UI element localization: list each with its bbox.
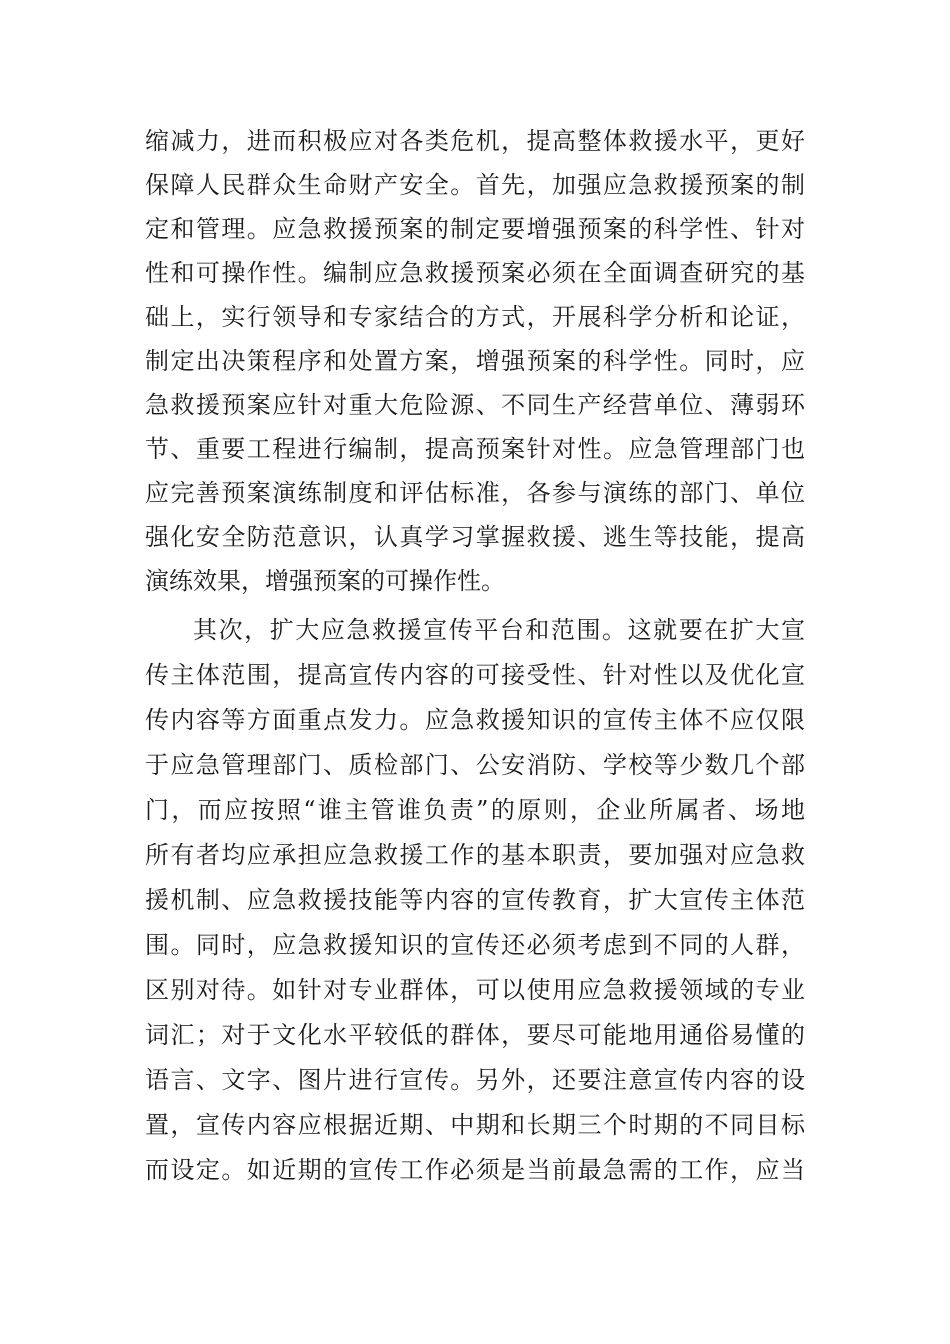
text-line: 制定出决策程序和处置方案，增强预案的科学性。同时，应 (145, 347, 805, 375)
text-line: 性和可操作性。编制应急救援预案必须在全面调查研究的基 (145, 259, 805, 287)
text-line: 应完善预案演练制度和评估标准，各参与演练的部门、单位 (145, 479, 805, 507)
text-line: 缩减力，进而积极应对各类危机，提高整体救援水平，更好 (145, 127, 805, 155)
text-line: 置，宣传内容应根据近期、中期和长期三个时期的不同目标 (145, 1111, 805, 1139)
text-line: 传内容等方面重点发力。应急救援知识的宣传主体不应仅限 (145, 706, 805, 734)
text-line: 门，而应按照“谁主管谁负责”的原则，企业所属者、场地 (145, 796, 805, 824)
text-line: 急救援预案应针对重大危险源、不同生产经营单位、薄弱环 (145, 391, 805, 419)
text-line: 区别对待。如针对专业群体，可以使用应急救援领域的专业 (145, 976, 805, 1004)
paragraph-start-line: 其次，扩大应急救援宣传平台和范围。这就要在扩大宣 (193, 616, 805, 644)
text-line: 演练效果，增强预案的可操作性。 (145, 567, 505, 595)
text-line: 援机制、应急救援技能等内容的宣传教育，扩大宣传主体范 (145, 886, 805, 914)
text-line: 定和管理。应急救援预案的制定要增强预案的科学性、针对 (145, 215, 805, 243)
text-line: 词汇；对于文化水平较低的群体，要尽可能地用通俗易懂的 (145, 1021, 805, 1049)
text-line: 础上，实行领导和专家结合的方式，开展科学分析和论证， (145, 303, 805, 331)
text-line: 强化安全防范意识，认真学习掌握救援、逃生等技能，提高 (145, 523, 805, 551)
text-line: 于应急管理部门、质检部门、公安消防、学校等少数几个部 (145, 751, 805, 779)
text-line: 保障人民群众生命财产安全。首先，加强应急救援预案的制 (145, 171, 805, 199)
text-line: 所有者均应承担应急救援工作的基本职责，要加强对应急救 (145, 841, 805, 869)
text-line: 而设定。如近期的宣传工作必须是当前最急需的工作，应当 (145, 1156, 805, 1184)
text-line: 语言、文字、图片进行宣传。另外，还要注意宣传内容的设 (145, 1066, 805, 1094)
text-line: 围。同时，应急救援知识的宣传还必须考虑到不同的人群， (145, 931, 805, 959)
text-line: 节、重要工程进行编制，提高预案针对性。应急管理部门也 (145, 435, 805, 463)
text-line: 传主体范围，提高宣传内容的可接受性、针对性以及优化宣 (145, 661, 805, 689)
